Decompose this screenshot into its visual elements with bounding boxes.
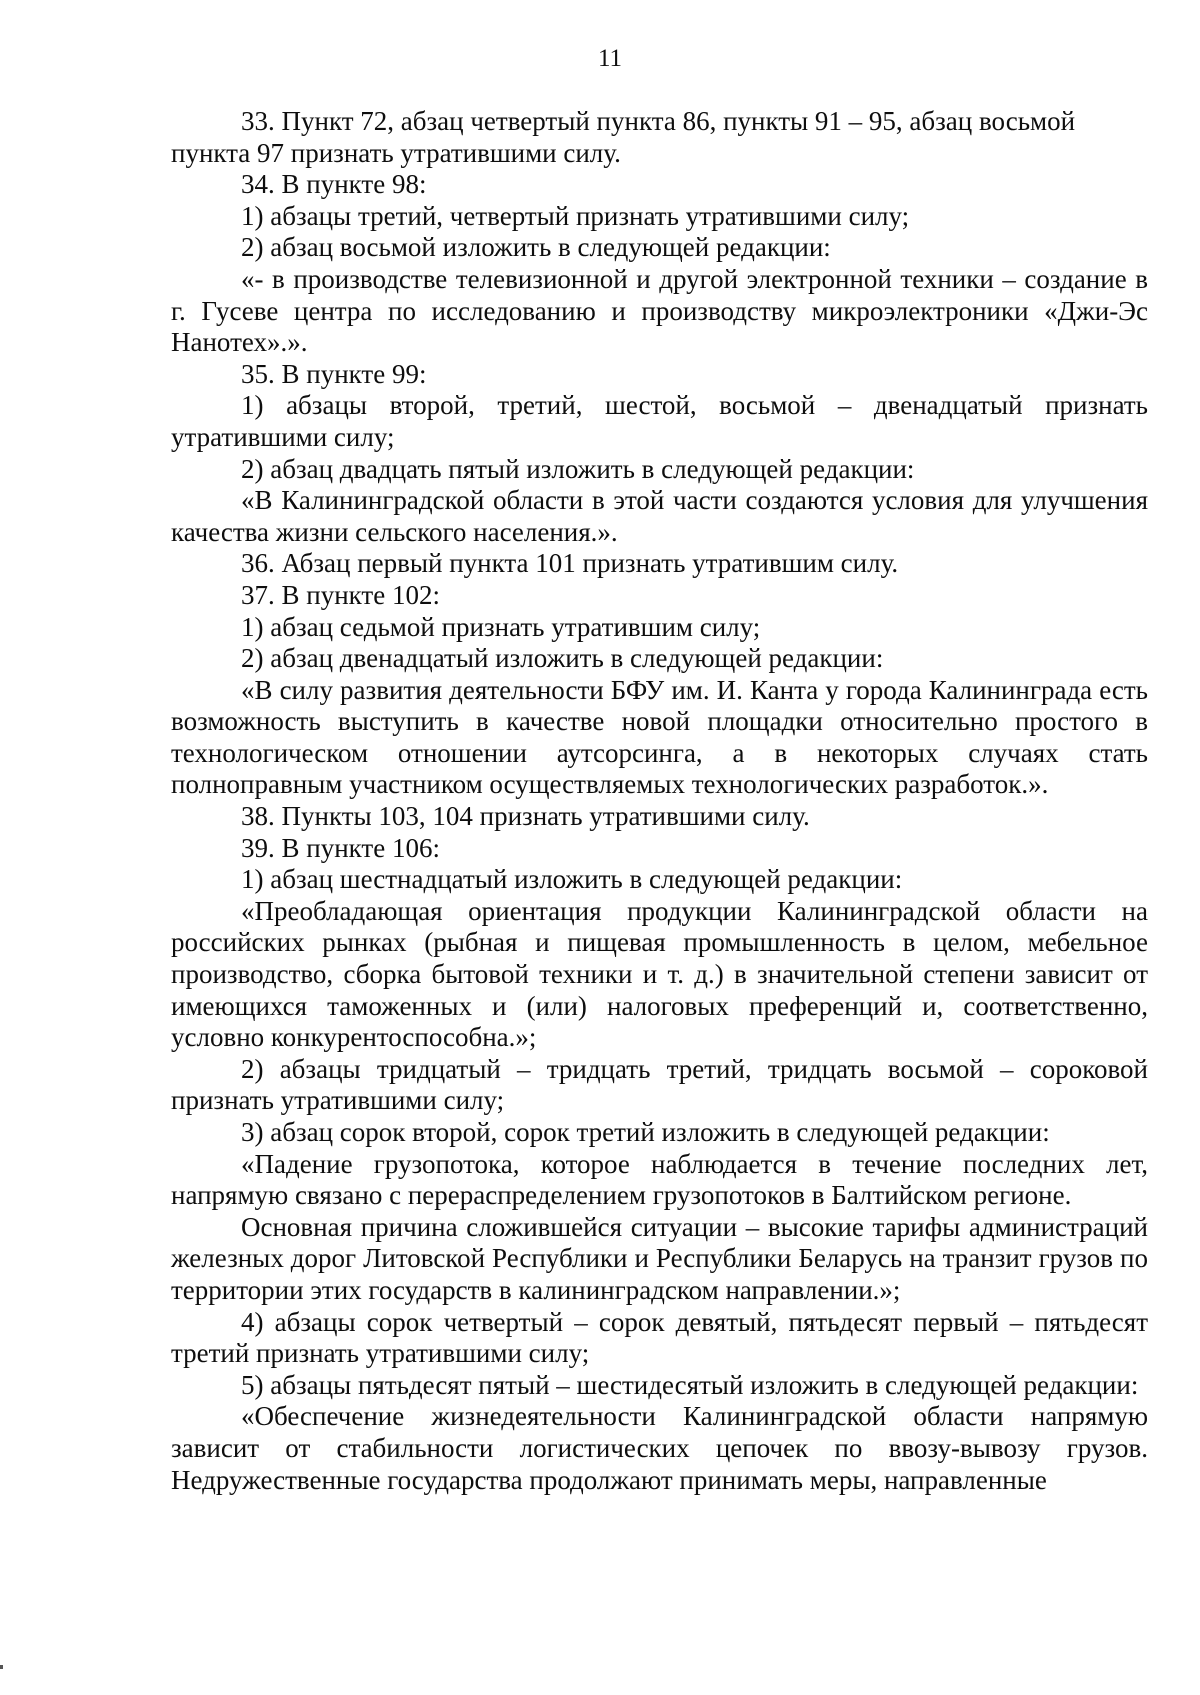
document-body — [171, 106, 1148, 1496]
paragraph-39-item-3: 3) абзац сорок второй, сорок третий изложить в следующей редакции: — [241, 1117, 1050, 1147]
paragraph-39-item-5: 5) абзацы пятьдесят пятый – шестидесятый изложить в следующей редакции: — [241, 1369, 1139, 1400]
paragraph-34-item-1: 1) абзацы третий, четвертый признать утратившими силу; — [241, 200, 910, 231]
paragraph-34-quote: «- в производстве телевизионной и другой электронной техники – создание в г. Гусеве центра по исследованию и производству микроэлектроники «Джи-Эс Нанотех».». — [171, 263, 1148, 358]
paragraph-33: 33. Пункт 72, абзац четвертый пункта 86, пункты 91 – 95, абзац восьмой пункта 97 признать утратившими силу. — [171, 106, 1076, 168]
paragraph-37-heading: 37. В пункте 102: — [241, 579, 440, 610]
scan-edge-mark — [0, 1665, 3, 1669]
paragraph-39-item-2: 2) абзацы тридцатый – тридцать третий, тридцать восьмой – сороковой признать утратившими силу; — [171, 1053, 1148, 1116]
paragraph-39-item-4: 4) абзацы сорок четвертый – сорок девятый, пятьдесят первый – пятьдесят третий признать утратившими силу; — [171, 1306, 1148, 1369]
page-number: 11 — [597, 45, 623, 72]
paragraph-35-heading: 35. В пункте 99: — [241, 358, 427, 389]
paragraph-39-quote-3: Основная причина сложившейся ситуации – высокие тарифы администраций железных дорог Литовской Республики и Республики Беларусь на транзит грузов по территории этих государств в калининградском направлении.»; — [171, 1211, 1148, 1305]
paragraph-37-quote: «В силу развития деятельности БФУ им. И. Канта у города Калининграда есть возможность выступить в качестве новой площадки относительно простого в технологическом отношении аутсорсинга, а в некоторых случаях стать полноправным участником осуществляемых технологических разработок.». — [171, 674, 1148, 800]
paragraph-35-quote: «В Калининградской области в этой части создаются условия для улучшения качества жизни сельского населения.». — [171, 485, 1148, 547]
paragraph-35-item-1: 1) абзацы второй, третий, шестой, восьмой – двенадцатый признать утратившими силу; — [171, 390, 1148, 452]
paragraph-34-item-2: 2) абзац восьмой изложить в следующей редакции: — [241, 232, 831, 263]
paragraph-39-item-1: 1) абзац шестнадцатый изложить в следующей редакции: — [241, 864, 903, 895]
paragraph-39-quote-1: «Преобладающая ориентация продукции Калининградской области на российских рынках (рыбная и пищевая промышленность в целом, мебельное производство, сборка бытовой техники и т. д.) в значительной степени зависит от имеющихся таможенных и (или) налоговых преференций и, соответственно, условно конкурентоспособна.»; — [171, 895, 1148, 1053]
paragraph-37-item-2: 2) абзац двенадцатый изложить в следующей редакции: — [241, 643, 884, 674]
paragraph-39-quote-2: «Падение грузопотока, которое наблюдается в течение последних лет, напрямую связано с перераспределением грузопотоков в Балтийском регионе. — [171, 1148, 1148, 1211]
paragraph-35-item-2: 2) абзац двадцать пятый изложить в следующей редакции: — [241, 453, 915, 484]
paragraph-38: 38. Пункты 103, 104 признать утратившими силу. — [241, 801, 810, 832]
paragraph-34-heading: 34. В пункте 98: — [241, 169, 427, 200]
paragraph-36: 36. Абзац первый пункта 101 признать утратившим силу. — [241, 548, 899, 579]
paragraph-39-heading: 39. В пункте 106: — [241, 832, 440, 863]
paragraph-37-item-1: 1) абзац седьмой признать утратившим силу; — [241, 611, 761, 642]
paragraph-39-quote-4: «Обеспечение жизнедеятельности Калининградской области напрямую зависит от стабильности логистических цепочек по ввозу-вывозу грузов. Недружественные государства продолжают принимать меры, направленные — [171, 1401, 1148, 1495]
